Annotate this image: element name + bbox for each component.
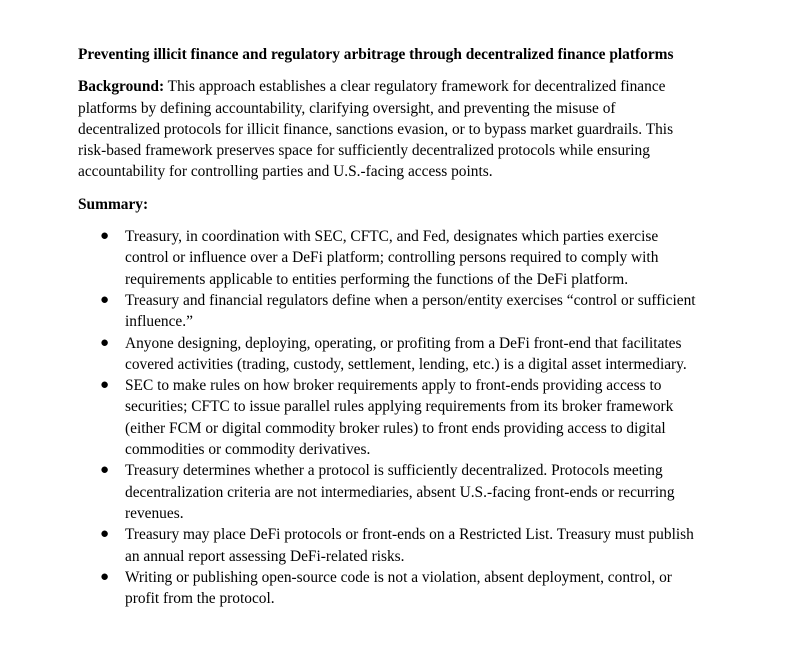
list-item [78, 460, 705, 524]
summary-heading: Summary: [78, 195, 149, 213]
list-item-text: SEC to make rules on how broker requirements apply to front-ends providing access to securities; CFTC to issue parallel rules applying requirements from its broker framework (either FCM or digital commodity broker rules) to front ends providing access to digital commodities or commodity derivatives. [125, 377, 674, 459]
bullet-icon: ● [100, 334, 110, 351]
bullet-icon: ● [100, 568, 110, 585]
list-item-text: Treasury may place DeFi protocols or front-ends on a Restricted List. Treasury must publish an annual report assessing DeFi-related risks. [125, 526, 694, 565]
list-item-text: Writing or publishing open-source code is not a violation, absent deployment, control, or profit from the protocol. [125, 568, 672, 608]
summary-list [78, 226, 776, 609]
bullet-icon: ● [100, 377, 110, 394]
list-item [78, 226, 705, 290]
background-label: Background: [78, 78, 165, 96]
list-item-text: Treasury and financial regulators define when a person/entity exercises “control or sufficient influence.” [125, 291, 696, 331]
bullet-icon: ● [100, 228, 110, 245]
list-item [78, 524, 705, 567]
list-item-text: Anyone designing, deploying, operating, or profiting from a DeFi front-end that facilitates covered activities (trading, custody, settlement, lending, etc.) is a digital asset intermediary. [125, 334, 687, 373]
list-item-text: Treasury, in coordination with SEC, CFTC, and Fed, designates which parties exercise control or influence over a DeFi platform; controlling persons required to comply with requirements applicable to entities performing the functions of the DeFi platform. [125, 228, 659, 288]
background-text: This approach establishes a clear regulatory framework for decentralized finance platforms by defining accountability, clarifying oversight, and preventing the misuse of decentralized protocols for illicit finance, sanctions evasion, or to bypass market guardrails. This risk-based framework preserves space for sufficiently decentralized protocols while ensuring accountability for controlling parties and U.S.-facing access points. [78, 78, 674, 181]
background-paragraph [78, 76, 700, 182]
list-item [78, 375, 705, 460]
list-item-text: Treasury determines whether a protocol is sufficiently decentralized. Protocols meeting decentralization criteria are not intermediaries, absent U.S.-facing front-ends or recurring revenues. [125, 462, 675, 522]
bullet-icon: ● [100, 462, 110, 479]
bullet-icon: ● [100, 291, 110, 308]
list-item [78, 333, 705, 376]
document-title: Preventing illicit finance and regulatory arbitrage through decentralized finance platforms [78, 46, 674, 63]
list-item [78, 567, 705, 610]
bullet-icon: ● [100, 526, 110, 543]
list-item [78, 290, 705, 333]
